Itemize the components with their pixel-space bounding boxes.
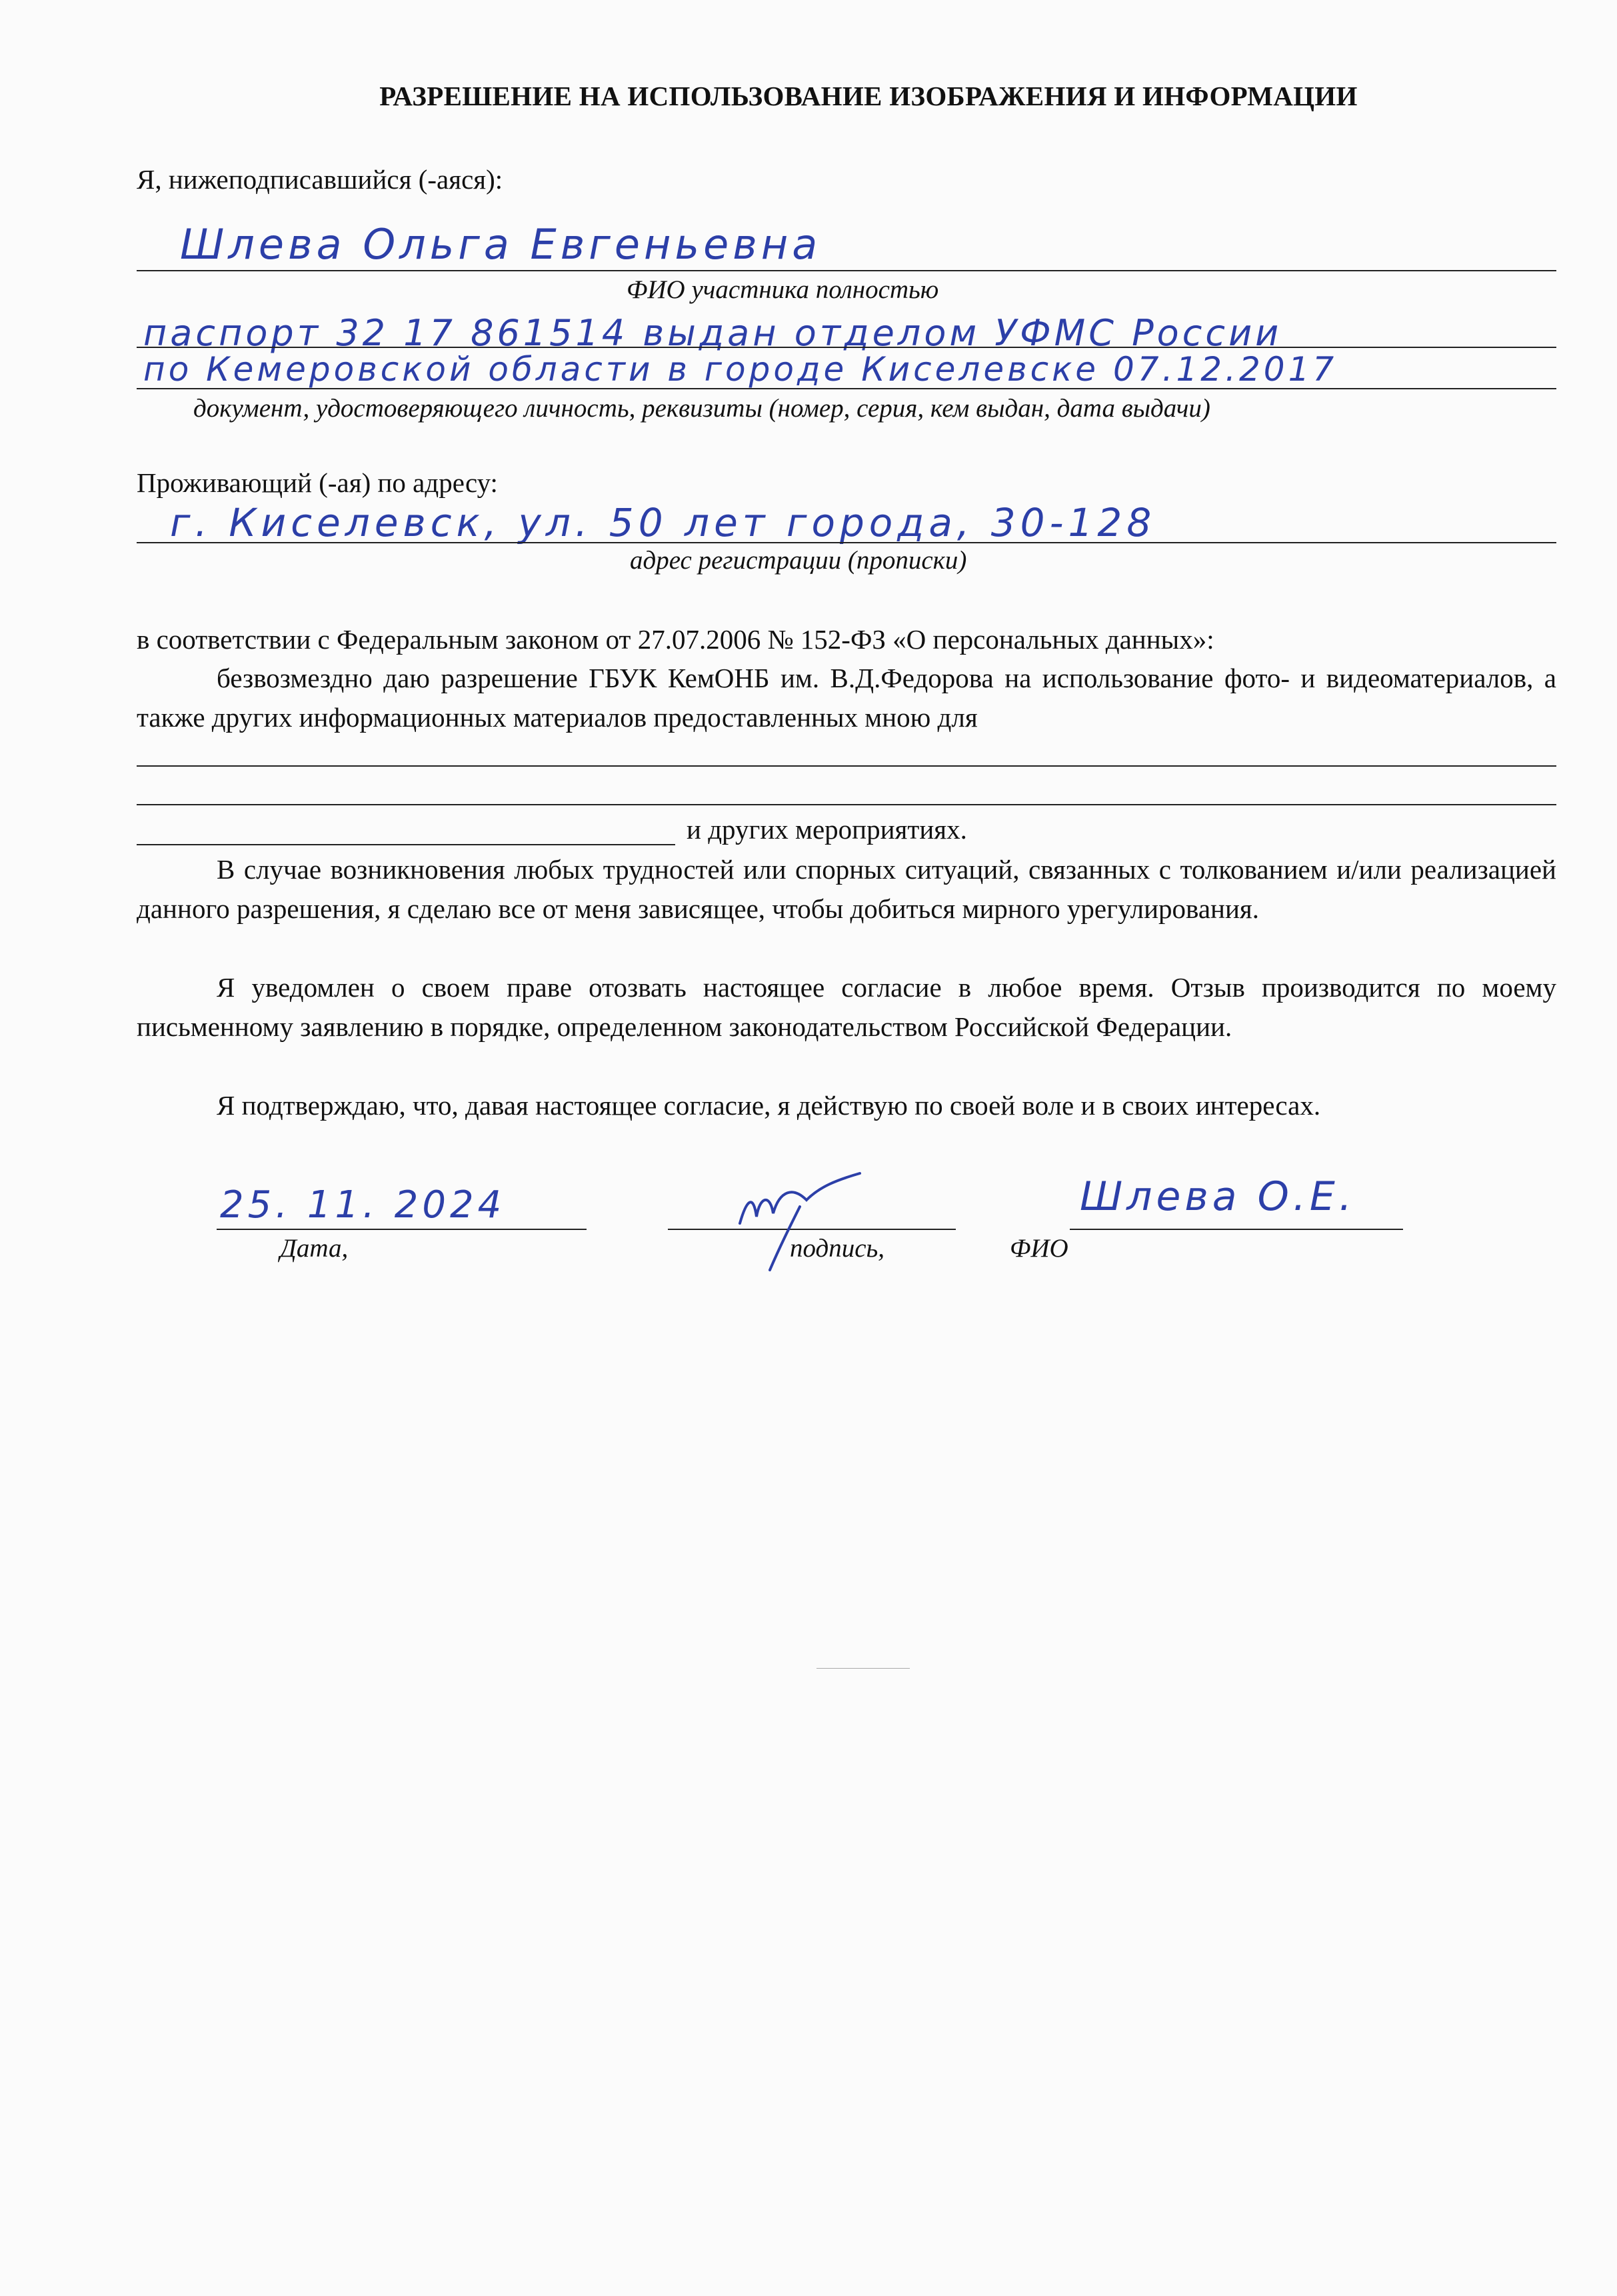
fio-line <box>1070 1229 1403 1230</box>
handwritten-address: г. Киселевск, ул. 50 лет города, 30-128 <box>170 500 1156 545</box>
document-caption: документ, удостоверяющего личность, реквизиты (номер, серия, кем выдан, дата выдачи) <box>193 394 1210 423</box>
address-label: Проживающий (-ая) по адресу: <box>137 467 498 498</box>
fio-caption: ФИО участника полностью <box>627 275 939 304</box>
grant-paragraph: безвозмездно даю разрешение ГБУК КемОНБ им. В.Д.Федорова на использование фото- и видеоматериалов, а также других информационных материалов предоставленных мною для <box>137 663 1556 733</box>
paragraph-confirmation: Я подтверждаю, что, давая настоящее согласие, я действую по своей воле и в своих интересах. <box>217 1090 1321 1121</box>
blank-line-3 <box>137 844 675 845</box>
handwritten-document-line-2: по Кемеровской области в городе Киселевске 07.12.2017 <box>143 350 1338 389</box>
intro-label: Я, нижеподписавшийся (-аяся): <box>137 164 503 195</box>
paragraph-revocation: Я уведомлен о своем праве отозвать настоящее согласие в любое время. Отзыв производится по моему письменному заявлению в порядке, определенном законодательством Российской Федерации. <box>137 972 1556 1042</box>
document-title: РАЗРЕШЕНИЕ НА ИСПОЛЬЗОВАНИЕ ИЗОБРАЖЕНИЯ И ИНФОРМАЦИИ <box>379 81 1358 111</box>
handwritten-date: 25. 11. 2024 <box>220 1183 506 1227</box>
handwritten-fio-short: Шлева О.Е. <box>1080 1173 1356 1220</box>
handwritten-full-name: Шлева Ольга Евгеньевна <box>180 220 822 269</box>
law-reference: в соответствии с Федеральным законом от 27.07.2006 № 152-ФЗ «О персональных данных»: <box>137 624 1214 655</box>
address-line <box>137 542 1556 543</box>
document-line-1 <box>137 347 1556 348</box>
paragraph-disputes: В случае возникновения любых трудностей или спорных ситуаций, связанных с толкованием и/или реализацией данного разрешения, я сделаю все от меня зависящее, чтобы добиться мирного урегулирования. <box>137 854 1556 924</box>
document-line-2 <box>137 388 1556 389</box>
date-caption: Дата, <box>280 1234 349 1263</box>
events-suffix: и других мероприятиях. <box>687 814 967 845</box>
fio-short-caption: ФИО <box>1010 1234 1068 1263</box>
signature-caption: подпись, <box>790 1234 885 1263</box>
blank-line-1 <box>137 765 1556 767</box>
address-caption: адрес регистрации (прописки) <box>630 546 967 575</box>
scan-artifact <box>816 1668 910 1669</box>
handwritten-document-line-1: паспорт 32 17 861514 выдан отделом УФМС России <box>143 312 1282 354</box>
blank-line-2 <box>137 804 1556 805</box>
date-line <box>217 1229 587 1230</box>
full-name-line <box>137 270 1556 271</box>
